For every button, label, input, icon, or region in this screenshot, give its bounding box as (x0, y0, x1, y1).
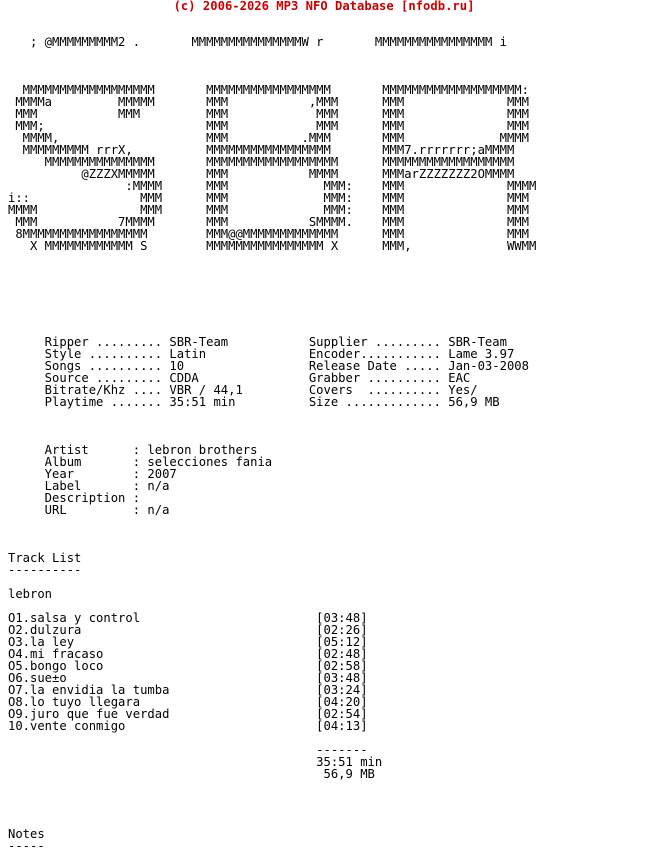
nfo-line: X MMMMMMMMMMMM S MMMMMMMMMMMMMMMM X MMM, WWMM (8, 239, 537, 253)
nfo-line (8, 300, 648, 312)
nfo-line: O1.salsa y control [03:48] (8, 611, 368, 625)
nfo-line: MMMMMMMMMMMMMMM MMMMMMMMMMMMMMMMMM MMMMMMMMMMMMMMMMMM (8, 155, 515, 169)
nfo-line: MMMMMMMMMMMMMMMMMM MMMMMMMMMMMMMMMMM MMMMMMMMMMMMMMMMMMM: (8, 83, 529, 97)
nfo-line: URL : n/a (8, 503, 170, 517)
nfo-line (8, 516, 648, 528)
nfo-line: Style .......... Latin Encoder........... Lame 3.97 (8, 347, 515, 361)
nfo-line: O8.lo tuyo llegara [04:20] (8, 695, 368, 709)
nfo-line: Playtime ....... 35:51 min Size ............. 56,9 MB (8, 395, 500, 409)
nfo-line: Album : selecciones fania (8, 455, 273, 469)
nfo-line: Artist : lebron brothers (8, 443, 258, 457)
nfo-line: Year : 2007 (8, 467, 177, 481)
nfo-line: Source ......... CDDA Grabber .......... EAC (8, 371, 471, 385)
nfo-line: MMM 7MMMM MMM SMMMM. MMM MMM (8, 215, 529, 229)
nfo-line (8, 420, 648, 432)
nfo-line: ------- (8, 743, 368, 757)
nfo-line: O2.dulzura [02:26] (8, 623, 368, 637)
nfo-line: 35:51 min (8, 755, 383, 769)
nfo-line (8, 792, 648, 804)
nfo-body (8, 72, 648, 852)
nfo-line: ----- (8, 839, 45, 853)
nfo-line: 10.vente conmigo [04:13] (8, 719, 368, 733)
nfo-line-0 (8, 36, 648, 48)
nfo-line (8, 540, 648, 552)
nfo-line: :MMMM MMM MMM: MMM MMMM (8, 179, 537, 193)
nfo-line: O4.mi fracaso [02:48] (8, 647, 368, 661)
nfodb-header: (c) 2006-2026 MP3 NFO Database [nfodb.ru] (173, 0, 475, 13)
nfo-line: Notes (8, 827, 45, 841)
nfo-line: O3.la ley [05:12] (8, 635, 368, 649)
nfo-line: Track List (8, 551, 82, 565)
nfo-line (8, 276, 648, 288)
nfo-line: MMMM MMM MMM MMM: MMM MMM (8, 203, 529, 217)
nfo-line: O9.juro que fue verdad [02:54] (8, 707, 368, 721)
nfo-line (8, 264, 648, 276)
nfo-line: lebron (8, 587, 53, 601)
nfo-line (8, 252, 648, 264)
logo-line-0-right: MMMMMMMMMMMMMMMW r MMMMMMMMMMMMMMMM i (140, 35, 507, 49)
nfo-line: MMMMMMMMM rrrX, MMMMMMMMMMMMMMMMM MMM7.rrrrrrr;aMMMM (8, 143, 515, 157)
nfo-line: Bitrate/Khz .... VBR / 44,1 Covers .......... Yes/ (8, 383, 478, 397)
nfo-line (8, 288, 648, 300)
nfo-line: Ripper ......... SBR-Team Supplier ......... SBR-Team (8, 335, 507, 349)
nfo-line (8, 408, 648, 420)
nfo-line: 8MMMMMMMMMMMMMMMMM MMM@@MMMMMMMMMMMMM MMM MMM (8, 227, 529, 241)
nfo-line: Songs .......... 10 Release Date ..... Jan-03-2008 (8, 359, 529, 373)
nfo-line: Description : (8, 491, 141, 505)
nfo-line: @ZZZXMMMMM MMM MMMM MMMarZZZZZZZ2OMMMM (8, 167, 515, 181)
nfo-line: ---------- (8, 563, 82, 577)
nfo-line (8, 816, 648, 828)
nfo-line: O7.la envidia la tumba [03:24] (8, 683, 368, 697)
nfo-line: Label : n/a (8, 479, 170, 493)
nfo-line: 56,9 MB (8, 767, 375, 781)
nfo-line: MMM MMM MMM MMM MMM MMM (8, 107, 529, 121)
nfo-line: O6.sue±o [03:48] (8, 671, 368, 685)
nfo-line (8, 780, 648, 792)
nfo-line (8, 528, 648, 540)
nfo-line: i:: MMM MMM MMM: MMM MMM (8, 191, 529, 205)
nfo-line (8, 312, 648, 324)
nfo-line (8, 804, 648, 816)
nfo-line: MMM; MMM MMM MMM MMM (8, 119, 529, 133)
nfo-line: O5.bongo loco [02:58] (8, 659, 368, 673)
logo-line-0-left: ; @MMMMMMMMM2 . (8, 35, 141, 49)
nfo-line: MMMMa MMMMM MMM ,MMM MMM MMM (8, 95, 529, 109)
nfo-line: MMMM, MMM .MMM MMM MMMM (8, 131, 529, 145)
nfo-line (8, 576, 648, 588)
